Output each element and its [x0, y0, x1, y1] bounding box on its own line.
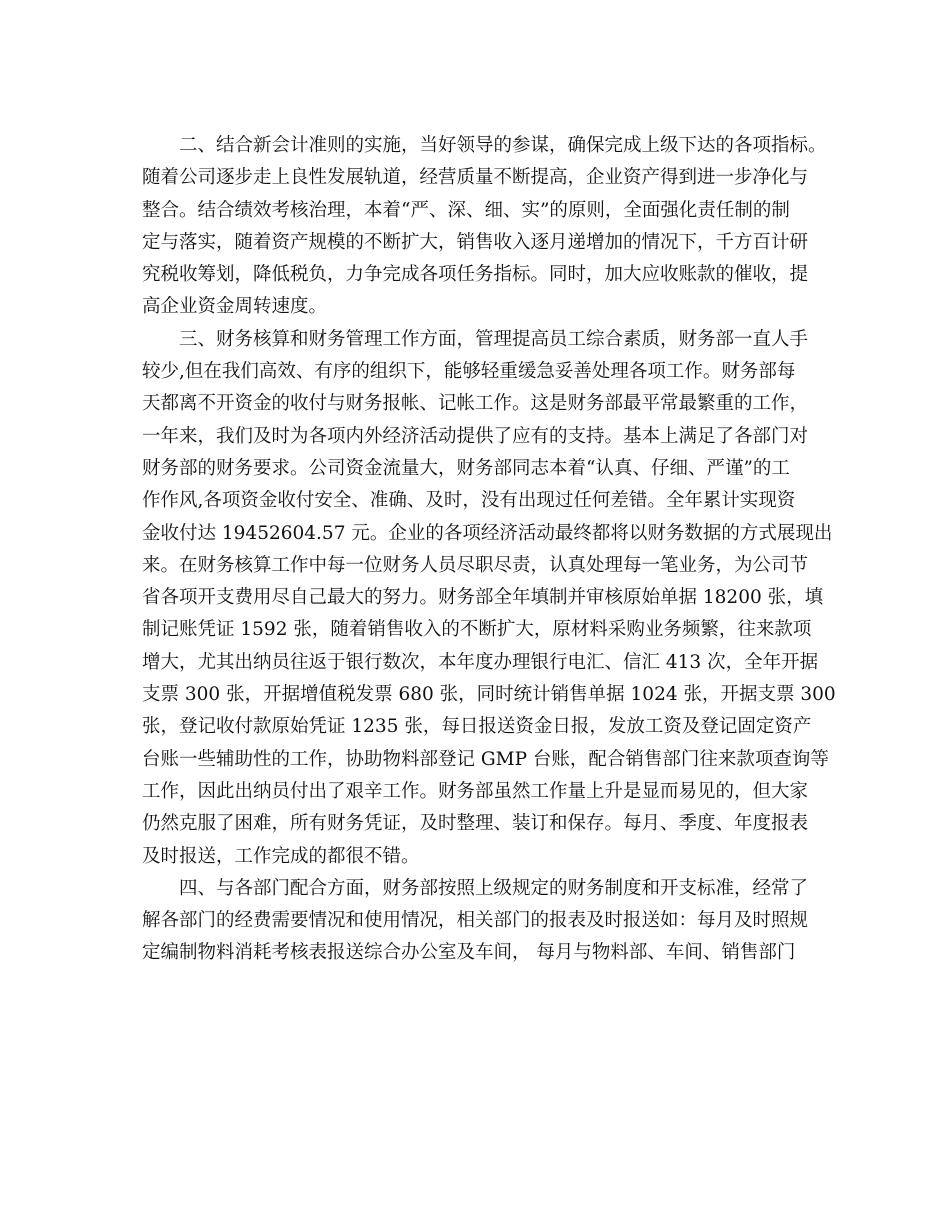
text-line: 财务部的财务要求。公司资金流量大，财务部同志本着“认真、仔细、严谨”的工	[142, 457, 790, 479]
text-line: 及时报送，工作完成的都很不错。	[142, 845, 420, 867]
text-line: 台账一些辅助性的工作，协助物料部登记 GMP 台账，配合销售部门往来款项查询等	[142, 748, 829, 770]
text-line: 天都离不开资金的收付与财务报帐、记帐工作。这是财务部最平常最繁重的工作，	[142, 393, 809, 415]
text-line: 工作，因此出纳员付出了艰辛工作。财务部虽然工作量上升是显而易见的，但大家	[142, 780, 809, 802]
text-line: 整合。结合绩效考核治理，本着“严、深、细、实”的原则，全面强化责任制的制	[142, 199, 790, 221]
text-line: 来。在财务核算工作中每一位财务人员尽职尽责，认真处理每一笔业务，为公司节	[142, 554, 809, 576]
text-line: 究税收筹划，降低税负，力争完成各项任务指标。同时，加大应收账款的催收，提	[142, 264, 809, 286]
paragraph-4	[142, 873, 822, 970]
paragraph-3	[142, 324, 836, 873]
text-line: 金收付达 19452604.57 元。企业的各项经济活动最终都将以财务数据的方式展现出	[142, 522, 833, 544]
text-line: 四、与各部门配合方面，财务部按照上级规定的财务制度和开支标准，经常了	[179, 877, 809, 899]
text-line: 高企业资金周转速度。	[142, 296, 328, 318]
text-line: 随着公司逐步走上良性发展轨道，经营质量不断提高，企业资产得到进一步净化与	[142, 167, 809, 189]
text-line: 较少,但在我们高效、有序的组织下，能够轻重缓急妥善处理各项工作。财务部每	[142, 361, 796, 383]
text-line: 三、财务核算和财务管理工作方面，管理提高员工综合素质，财务部一直人手	[179, 328, 809, 350]
text-line: 定编制物料消耗考核表报送综合办公室及车间， 每月与物料部、车间、销售部门	[142, 942, 796, 964]
document-body	[142, 130, 836, 970]
paragraph-2	[142, 130, 827, 324]
text-line: 增大，尤其出纳员往返于银行数次，本年度办理银行电汇、信汇 413 次，全年开据	[142, 651, 819, 673]
text-line: 解各部门的经费需要情况和使用情况，相关部门的报表及时报送如：每月及时照规	[142, 910, 809, 932]
text-line: 二、结合新会计准则的实施，当好领导的参谋，确保完成上级下达的各项指标。	[179, 135, 827, 156]
text-line: 作作风,各项资金收付安全、准确、及时，没有出现过任何差错。全年累计实现资	[142, 490, 796, 512]
text-line: 省各项开支费用尽自己最大的努力。财务部全年填制并审核原始单据 18200 张，填	[142, 587, 824, 609]
text-line: 制记账凭证 1592 张，随着销售收入的不断扩大，原材料采购业务频繁，往来款项	[142, 619, 812, 641]
text-line: 一年来，我们及时为各项内外经济活动提供了应有的支持。基本上满足了各部门对	[142, 425, 809, 447]
text-line: 仍然克服了困难，所有财务凭证，及时整理、装订和保存。每月、季度、年度报表	[142, 813, 809, 835]
text-line: 支票 300 张，开据增值税发票 680 张，同时统计销售单据 1024 张，开据支票 300	[142, 684, 836, 706]
text-line: 定与落实，随着资产规模的不断扩大，销售收入逐月递增加的情况下，千方百计研	[142, 231, 809, 253]
text-line: 张，登记收付款原始凭证 1235 张，每日报送资金日报，发放工资及登记固定资产	[142, 716, 812, 738]
